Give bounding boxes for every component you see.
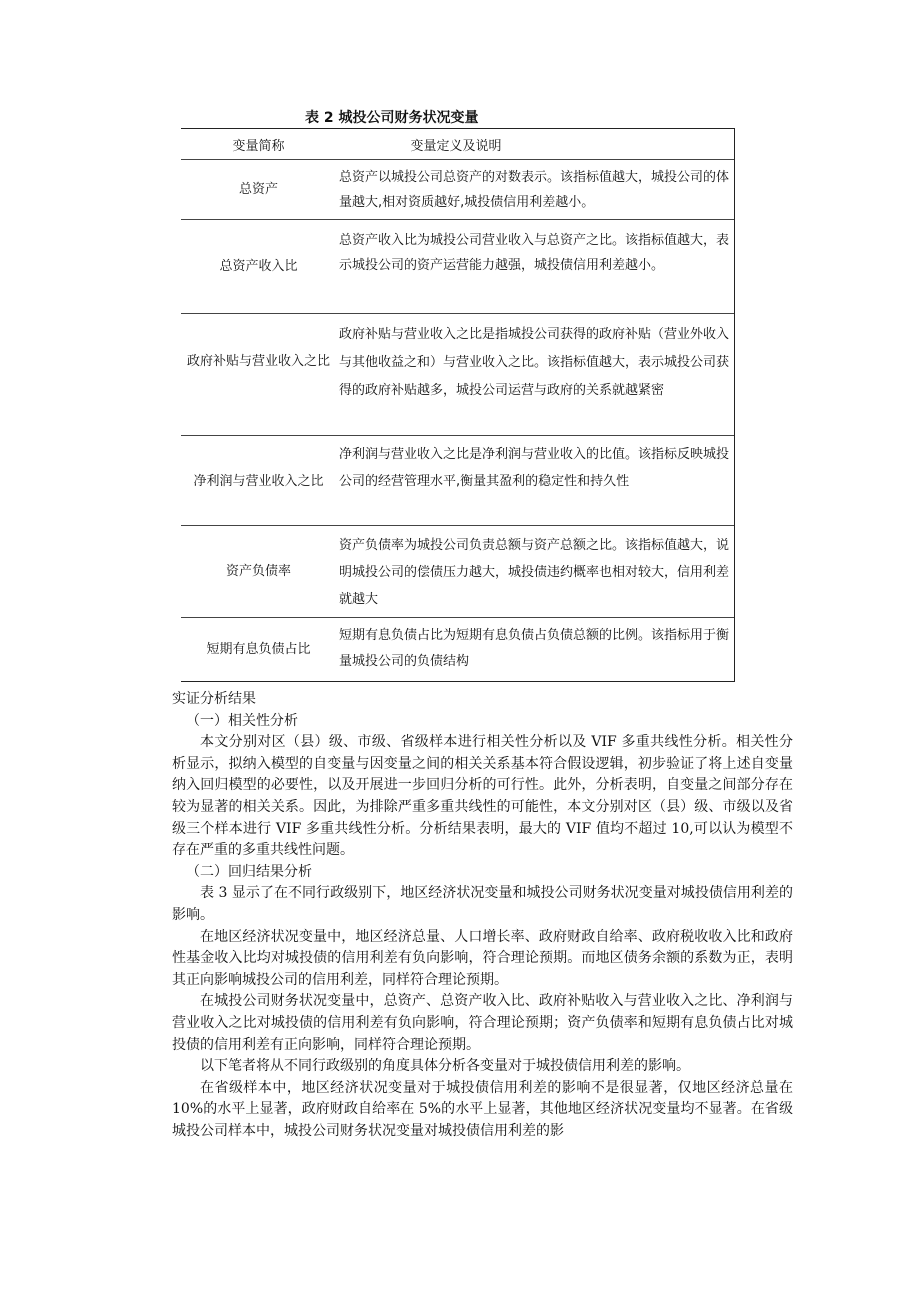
row-name: 短期有息负债占比: [206, 642, 311, 657]
row-description: 总资产收入比为城投公司营业收入与总资产之比。该指标值越大，表示城投公司的资产运营能力越强，城投债信用利差越小。: [339, 233, 730, 273]
table-row: [181, 435, 734, 526]
variables-table: [181, 128, 735, 682]
row-name: 总资产收入比: [219, 259, 298, 274]
paragraph: 在地区经济状况变量中，地区经济总量、人口增长率、政府财政自给率、政府税收收入比和政府性基金收入比均对城投债的信用利差有负向影响，符合理论预期。而地区债务余额的系数为正，表明其正向影响城投公司的信用利差，同样符合理论预期。: [172, 928, 793, 988]
table-row: [181, 617, 734, 682]
header-variable-definition: 变量定义及说明: [410, 139, 502, 154]
paragraph: 在省级样本中，地区经济状况变量对于城投债信用利差的影响不是很显著，仅地区经济总量在 10%的水平上显著，政府财政自给率在 5%的水平上显著，其他地区经济状况变量均不显著。在省级城投公司样本中，城投公司财务状况变量对城投债信用利差的影: [172, 1079, 793, 1139]
row-name: 总资产: [238, 182, 278, 197]
table-row: [181, 525, 734, 618]
section-title: 实证分析结果: [172, 691, 256, 707]
table-row: [181, 313, 734, 436]
table-row: [181, 159, 734, 220]
row-name: 净利润与营业收入之比: [193, 474, 324, 489]
row-description: 政府补贴与营业收入之比是指城投公司获得的政府补贴（营业外收入与其他收益之和）与营业收入之比。该指标值越大，表示城投公司获得的政府补贴越多，城投公司运营与政府的关系就越紧密: [339, 327, 730, 398]
subsection-title: （一）相关性分析: [186, 712, 298, 729]
row-name: 政府补贴与营业收入之比: [186, 354, 330, 369]
paragraph: 表 3 显示了在不同行政级别下，地区经济状况变量和城投公司财务状况变量对城投债信用利差的影响。: [172, 885, 793, 923]
paragraph: 本文分别对区（县）级、市级、省级样本进行相关性分析以及 VIF 多重共线性分析。相关性分析显示，拟纳入模型的自变量与因变量之间的相关关系基本符合假设逻辑，初步验证了将上述自变量纳入回归模型的必要性，以及开展进一步回归分析的可行性。此外，分析表明，自变量之间部分存在较为显著的相关关系。因此，为排除严重多重共线性的可能性，本文分别对区（县）级、市级以及省级三个样本进行 VIF 多重共线性分析。分析结果表明，最大的 VIF 值均不超过 10,可以认为模型不存在严重的多重共线性问题。: [172, 734, 793, 859]
table-row: [181, 219, 734, 314]
row-description: 总资产以城投公司总资产的对数表示。该指标值越大，城投公司的体量越大,相对资质越好,城投债信用利差越小。: [339, 170, 730, 210]
row-description: 净利润与营业收入之比是净利润与营业收入的比值。该指标反映城投公司的经营管理水平,衡量其盈利的稳定性和持久性: [339, 447, 730, 489]
subsection-title: （二）回归结果分析: [186, 863, 312, 880]
row-name: 资产负债率: [225, 564, 291, 579]
table-title: 表 2 城投公司财务状况变量: [305, 110, 479, 126]
document-body: [172, 689, 793, 1142]
paragraph: 以下笔者将从不同行政级别的角度具体分析各变量对于城投债信用利差的影响。: [200, 1058, 690, 1075]
paragraph: 在城投公司财务状况变量中，总资产、总资产收入比、政府补贴收入与营业收入之比、净利润与营业收入之比对城投债的信用利差有负向影响，符合理论预期；资产负债率和短期有息负债占比对城投债的信用利差有正向影响，同样符合理论预期。: [172, 993, 793, 1053]
header-variable-name: 变量简称: [232, 139, 285, 154]
row-description: 短期有息负债占比为短期有息负债占负债总额的比例。该指标用于衡量城投公司的负债结构: [339, 628, 730, 669]
row-description: 资产负债率为城投公司负责总额与资产总额之比。该指标值越大，说明城投公司的偿债压力越大，城投债违约概率也相对较大，信用利差就越大: [339, 538, 730, 607]
table-header-row: [181, 129, 734, 159]
